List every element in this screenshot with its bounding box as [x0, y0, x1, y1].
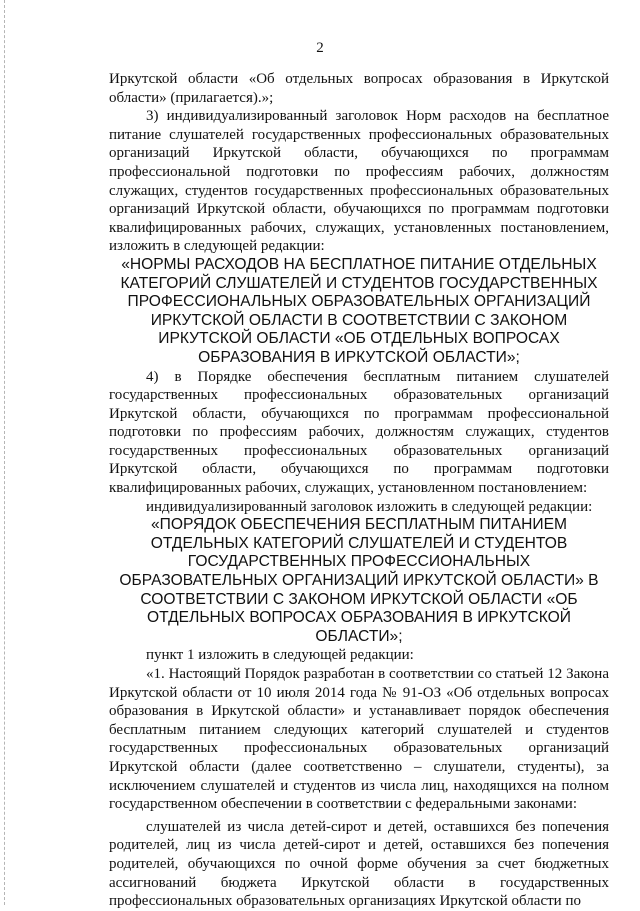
paragraph-orphans: слушателей из числа детей-сирот и детей, оставшихся без попечения родителей, лиц из числа детей-сирот и детей, оставшихся без попечения родителей, обучающихся по очной форме обучения за счет бюджетных ассигнований бюджета Иркутской области в государственных профессиональных образовательных организациях Иркутской области по: [109, 818, 609, 910]
paragraph-point-1-intro: пункт 1 изложить в следующей редакции:: [146, 647, 414, 664]
heading-norms: «НОРМЫ РАСХОДОВ НА БЕСПЛАТНОЕ ПИТАНИЕ ОТДЕЛЬНЫХ КАТЕГОРИЙ СЛУШАТЕЛЕЙ И СТУДЕНТОВ ГОСУДАРСТВЕННЫХ ПРОФЕССИОНАЛЬНЫХ ОБРАЗОВАТЕЛЬНЫХ ОРГАНИЗАЦИЙ ИРКУТСКОЙ ОБЛАСТИ В СООТВЕТСТВИИ С ЗАКОНОМ ИРКУТСКОЙ ОБЛАСТИ «ОБ ОТДЕЛЬНЫХ ВОПРОСАХ ОБРАЗОВАНИЯ В ИРКУТСКОЙ ОБЛАСТИ»;: [120, 255, 598, 366]
document-body: [109, 70, 609, 911]
paragraph-point-1: «1. Настоящий Порядок разработан в соответствии со статьей 12 Закона Иркутской области от 10 июля 2014 года № 91-ОЗ «Об отдельных вопросах образования в Иркутской области» и устанавливает порядок обеспечения бесплатным питанием следующих категорий слушателей и студентов государственных профессиональных образовательных организаций Иркутской области (далее соответственно – слушатели, студенты), за исключением слушателей и студентов из числа лиц, находящихся на полном государственном обеспечении в соответствии с федеральными законами:: [109, 666, 609, 813]
binding-edge-line: [4, 0, 5, 905]
paragraph-continuation: Иркутской области «Об отдельных вопросах образования в Иркутской области» (прилагается).»;: [109, 71, 609, 106]
paragraph-item-4-header: индивидуализированный заголовок изложить в следующей редакции:: [146, 498, 593, 515]
paragraph-item-3: 3) индивидуализированный заголовок Норм расходов на бесплатное питание слушателей государственных профессиональных образовательных организаций Иркутской области, обучающихся по программам профессиональной подготовки по профессиям рабочих, должностям служащих, студентов государственных профессиональных образовательных организаций Иркутской области, обучающихся по программам подготовки квалифицированных рабочих, служащих, установленных постановлением, изложить в следующей редакции:: [109, 108, 609, 255]
paragraph-item-4: 4) в Порядке обеспечения бесплатным питанием слушателей государственных профессиональных образовательных организаций Иркутской области, обучающихся по программам профессиональной подготовки по профессиям рабочих, должностям служащих, студентов государственных профессиональных образовательных организаций Иркутской области, обучающихся по программам подготовки квалифицированных рабочих, служащих, установленном постановлением:: [109, 368, 609, 497]
heading-order: «ПОРЯДОК ОБЕСПЕЧЕНИЯ БЕСПЛАТНЫМ ПИТАНИЕМ ОТДЕЛЬНЫХ КАТЕГОРИЙ СЛУШАТЕЛЕЙ И СТУДЕНТОВ ГОСУДАРСТВЕННЫХ ПРОФЕССИОНАЛЬНЫХ ОБРАЗОВАТЕЛЬНЫХ ОРГАНИЗАЦИЙ ИРКУТСКОЙ ОБЛАСТИ» В СООТВЕТСТВИИ С ЗАКОНОМ ИРКУТСКОЙ ОБЛАСТИ «ОБ ОТДЕЛЬНЫХ ВОПРОСАХ ОБРАЗОВАНИЯ В ИРКУТСКОЙ ОБЛАСТИ»;: [119, 516, 599, 645]
page-number: 2: [316, 40, 324, 56]
